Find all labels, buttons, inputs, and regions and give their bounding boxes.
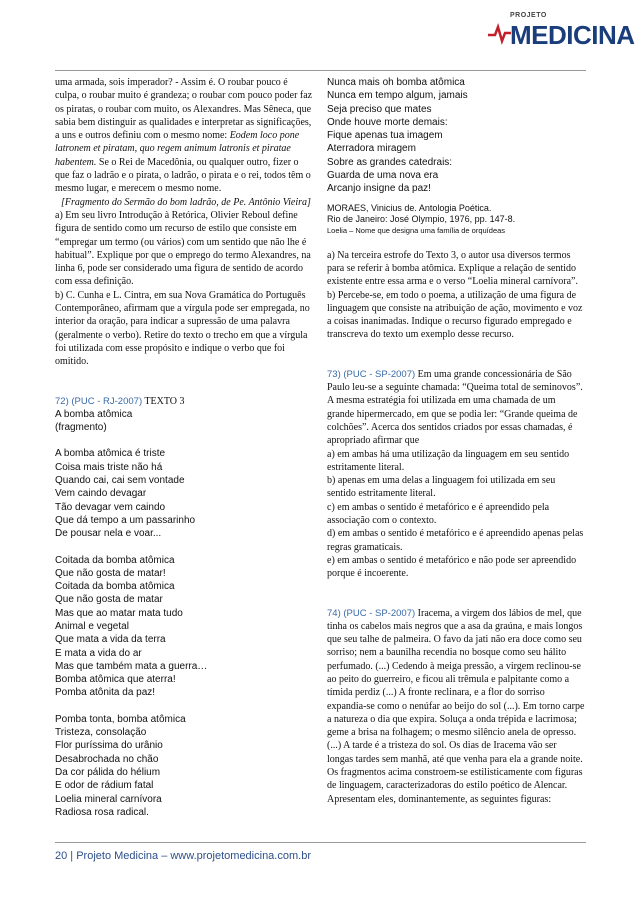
poem-footnote: Loelia – Nome que designa uma família de orquídeas bbox=[327, 225, 506, 235]
poem-stanza-4: Nunca mais oh bomba atômica Nunca em tempo algum, jamais Seja preciso que mates Onde houve morte demais: Fique apenas tua imagem Aterradora miragem Sobre as grandes catedrais: Guarda de uma nova era Arcanjo insigne da paz! bbox=[327, 77, 468, 195]
poem-reference-2: Rio de Janeiro: José Olympio, 1976, pp. 147-8. bbox=[327, 214, 516, 225]
question-72-header: 72) (PUC - RJ-2007) TEXTO 3 bbox=[55, 395, 185, 407]
question-72-b: b) Percebe-se, em todo o poema, a utilização de uma figura de linguagem que consiste na atribuição de ação, movimento e voz a coisas inanimadas. Indique o recurso figurado empregado e transcreva do texto um exemplo desse recurso. bbox=[327, 289, 583, 341]
question-73-options: a) em ambas há uma utilização da linguagem em seu sentido estritamente literal. b) apenas em uma delas a linguagem foi utilizada em seu sentido estritamente literal. c) em ambas o sentido é metafórico e é apreendido pela associação com o contexto. d) em ambas o sentido é metafórico e é apreendido apenas pelas regras gramaticais. e) em ambas o sentido é metafórico e não pode ser apreendido porque é incoerente. bbox=[327, 448, 584, 580]
footer-divider bbox=[55, 842, 586, 843]
right-column bbox=[327, 76, 585, 806]
poem-stanza-1: A bomba atômica é triste Coisa mais triste não há Quando cai, cai sem vontade Vem caindo devagar Tão devagar vem caindo Que dá tempo a um passarinho De pousar nela e voar... bbox=[55, 448, 196, 540]
header-divider bbox=[55, 70, 586, 71]
logo bbox=[486, 12, 635, 56]
poem-stanza-2: Coitada da bomba atômica Que não gosta de matar! Coitada da bomba atômica Que não gosta de matar Mas que ao matar mata tudo Animal e vegetal Que mata a vida da terra E mata a vida do ar Mas que também mata a guerra… Bomba atômica que aterra! Pomba atônita da paz! bbox=[55, 554, 208, 699]
logo-big-text: MEDICINA bbox=[510, 20, 635, 50]
sermon-paragraph: uma armada, sois imperador? - Assim é. O roubar pouco é culpa, o roubar muito é grandeza; o roubar com pouco poder faz os piratas, o roubar com muito, os Alexandres. Mas Sêneca, que sabia bem distinguir as qualidades e interpretar as significações, a uns e outros definiu com o mesmo nome: Eodem loco pone latronem et piratam, quo regem animum latronis et piratae habentem. Se o Rei de Macedônia, ou qualquer outro, fizer o que faz o ladrão e o pirata, o ladrão, o pirata e o rei, todos têm o mesmo lugar, e merecem o mesmo nome. bbox=[55, 77, 313, 195]
question-74-stem: 74) (PUC - SP-2007) Iracema, a virgem dos lábios de mel, que tinha os cabelos mais negros que a asa da graúna, e mais longos que seu talhe de palmeira. O favo da jati não era doce como seu sorriso; nem a baunilha recendia no bosque como seu hálito perfumado. (...) Cedendo à meiga pressão, a virgem reclinou-se ao peito do guerreiro, e ficou ali trêmula e palpitante como a tímida perdiz (...) A fronte reclinara, e a flor do sorriso expandia-se como o nenúfar ao beijo do sol (...). Em torno carpe a natureza o dia que expira. Soluça a onda trépida e lacrimosa; geme a brisa na folhagem; o mesmo silêncio anela de opresso. (...) A tarde é a tristeza do sol. Os dias de Iracema vão ser longas tardes sem manhã, até que venha para ela a grande noite. bbox=[327, 607, 585, 765]
question-71-a: a) Em seu livro Introdução à Retórica, Olivier Reboul define figura de sentido como um recurso de estilo que consiste em “empregar um termo (ou vários) com um sentido que não lhe é habitual”. Explique por que o emprego do termo Alexandres, na linha 6, pode ser considerado uma figura de sentido de acordo com essa definição. bbox=[55, 209, 311, 288]
page-footer: 20 | Projeto Medicina – www.projetomedicina.com.br bbox=[55, 850, 311, 862]
poem-title: A bomba atômica bbox=[55, 408, 133, 420]
logo-small-text: PROJETO bbox=[510, 12, 547, 19]
sermon-source: [Fragmento do Sermão do bom ladrão, de Pe. Antônio Vieira] bbox=[61, 196, 311, 208]
medical-cross-icon bbox=[486, 21, 512, 45]
question-71-b: b) C. Cunha e L. Cintra, em sua Nova Gramática do Português Contemporâneo, afirmam que a vírgula pode ser empregada, no interior da oração, para indicar a supressão de uma palavra (geralmente o verbo). Retire do texto o trecho em que a vírgula foi utilizada com esse propósito e indique o verbo que foi omitido. bbox=[55, 289, 310, 368]
question-74-prompt: Os fragmentos acima constroem-se estilisticamente com figuras de linguagem, caracterizadoras do estilo poético de Alencar. Apresentam eles, dominantemente, as seguintes figuras: bbox=[327, 767, 583, 805]
question-72-a: a) Na terceira estrofe do Texto 3, o autor usa diversos termos para se referir à bomba atômica. Explique a relação de sentido existente entre essa arma e o verso “Loelia mineral carnívora”. bbox=[327, 249, 578, 288]
poem-reference-1: MORAES, Vinicius de. Antologia Poética. bbox=[327, 202, 492, 213]
left-column bbox=[55, 76, 313, 819]
poem-stanza-3: Pomba tonta, bomba atômica Tristeza, consolação Flor puríssima do urânio Desabrochada no chão Da cor pálida do hélium E odor de rádium fatal Loelia mineral carnívora Radiosa rosa radical. bbox=[55, 713, 186, 818]
poem-subtitle: (fragmento) bbox=[55, 422, 107, 434]
question-73-stem: 73) (PUC - SP-2007) Em uma grande concessionária de São Paulo leu-se a seguinte chamada: “Queima total de seminovos”. A mesma estratégia foi utilizada em uma chamada de um grande hipermercado, em que se podia ler: “Grande queima de colchões”. Acerca dos sentidos criados por essas chamadas, é apropriado afirmar que bbox=[327, 368, 583, 447]
